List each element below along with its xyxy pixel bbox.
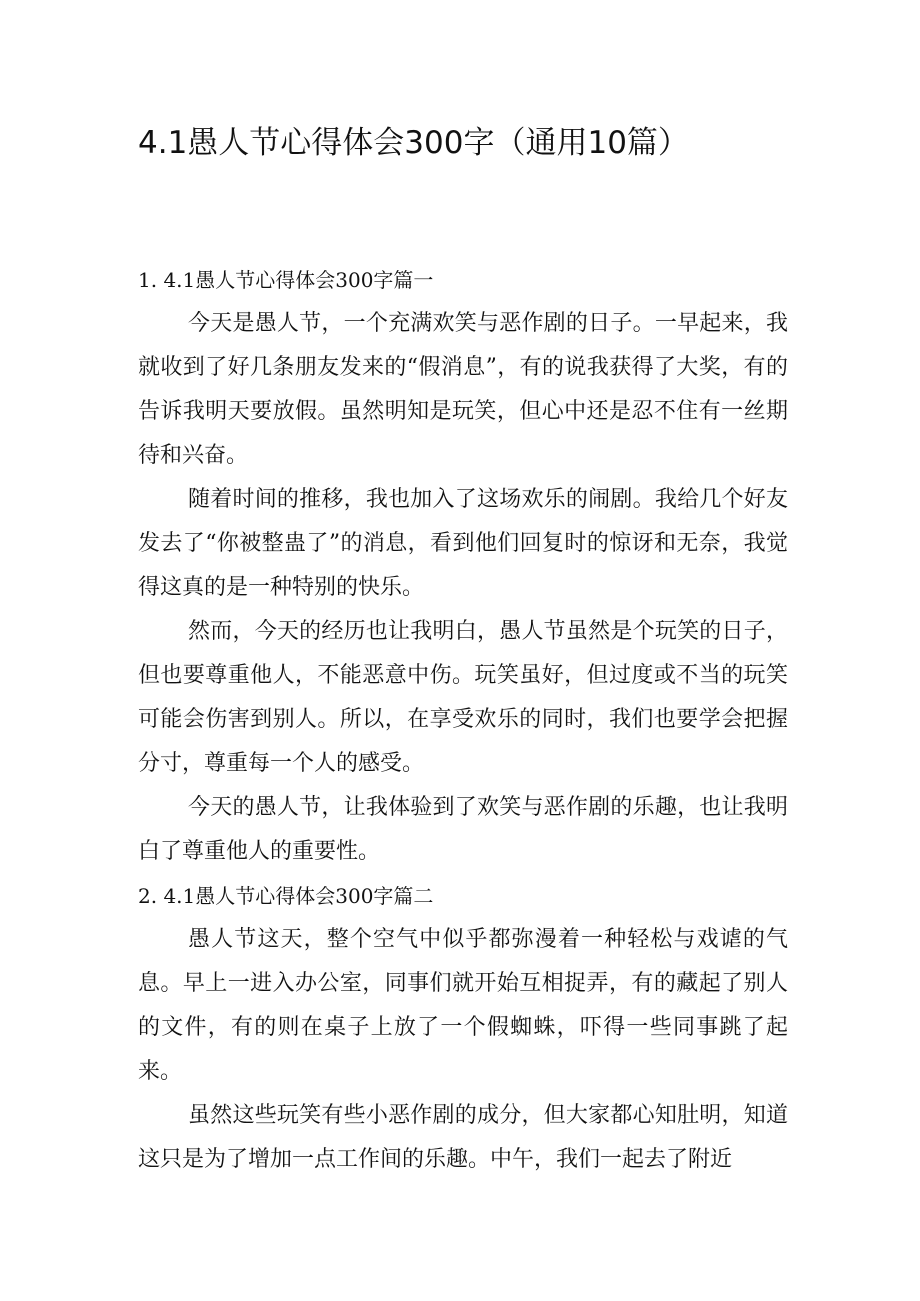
paragraph: 今天是愚人节，一个充满欢笑与恶作剧的日子。一早起来，我就收到了好几条朋友发来的“假消息”，有的说我获得了大奖，有的告诉我明天要放假。虽然明知是玩笑，但心中还是忍不住有一丝期待和兴奋。	[138, 311, 788, 468]
paragraph: 随着时间的推移，我也加入了这场欢乐的闹剧。我给几个好友发去了“你被整蛊了”的消息，看到他们回复时的惊讶和无奈，我觉得这真的是一种特别的快乐。	[138, 487, 788, 600]
document-title: 4.1愚人节心得体会300字（通用10篇）	[138, 125, 689, 161]
section-heading: 1. 4.1愚人节心得体会300字篇一	[138, 268, 434, 292]
document-body	[138, 258, 788, 1182]
section-2	[138, 874, 788, 1182]
paragraph: 愚人节这天，整个空气中似乎都弥漫着一种轻松与戏谑的气息。早上一进入办公室，同事们就开始互相捉弄，有的藏起了别人的文件，有的则在桌子上放了一个假蜘蛛，吓得一些同事跳了起来。	[138, 927, 788, 1084]
section-heading: 2. 4.1愚人节心得体会300字篇二	[138, 884, 434, 908]
paragraph: 今天的愚人节，让我体验到了欢笑与恶作剧的乐趣，也让我明白了尊重他人的重要性。	[138, 795, 788, 864]
paragraph: 然而，今天的经历也让我明白，愚人节虽然是个玩笑的日子，但也要尊重他人，不能恶意中伤。玩笑虽好，但过度或不当的玩笑可能会伤害到别人。所以，在享受欢乐的同时，我们也要学会把握分寸，尊重每一个人的感受。	[138, 619, 788, 776]
section-1	[138, 258, 788, 874]
paragraph: 虽然这些玩笑有些小恶作剧的成分，但大家都心知肚明，知道这只是为了增加一点工作间的乐趣。中午，我们一起去了附近	[138, 1103, 788, 1172]
